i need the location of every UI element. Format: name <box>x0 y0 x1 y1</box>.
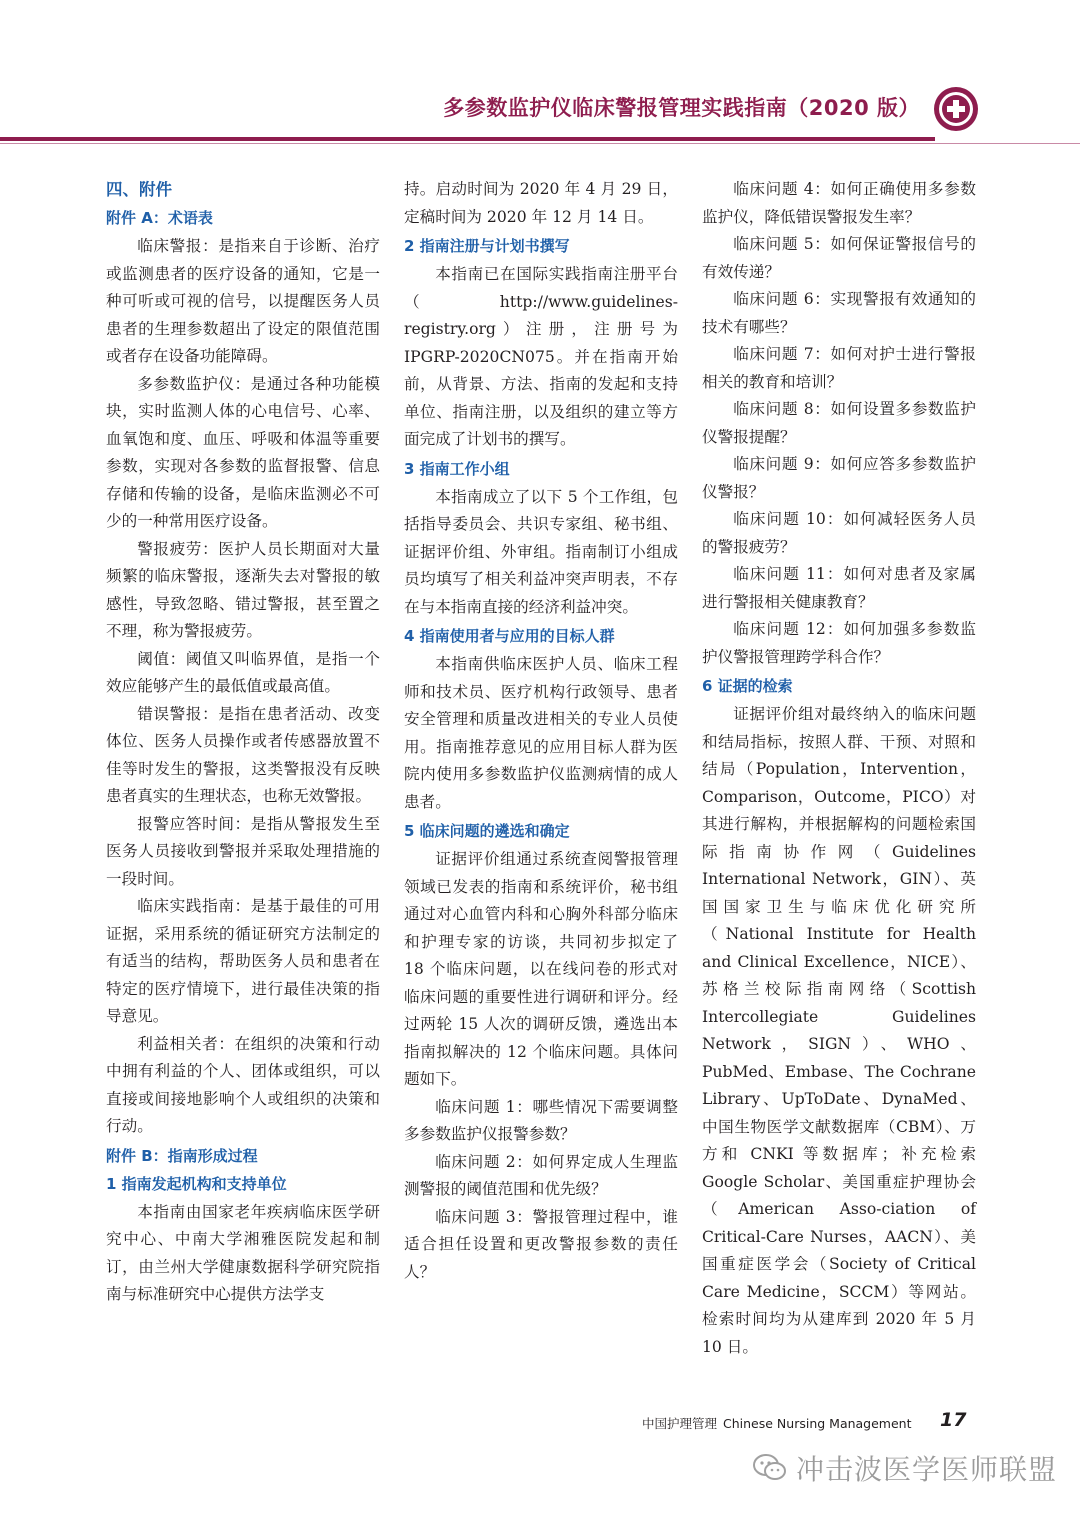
journal-name-en: Chinese Nursing Management <box>723 1416 912 1431</box>
clinical-question: 临床问题 1：哪些情况下需要调整多参数监护仪报警参数？ <box>404 1097 678 1143</box>
clinical-question: 临床问题 3：警报管理过程中，谁适合担任设置和更改警报参数的责任人？ <box>404 1207 678 1281</box>
subsection-heading: 4 指南使用者与应用的目标人群 <box>404 627 615 645</box>
subsection-heading: 2 指南注册与计划书撰写 <box>404 237 570 255</box>
clinical-question: 临床问题 5：如何保证警报信号的有效传递？ <box>702 235 976 281</box>
header-rule <box>0 137 935 141</box>
paragraph: 多参数监护仪：是通过各种功能模块，实时监测人体的心电信号、心率、血氧饱和度、血压、呼吸和体温等重要参数，实现对各参数的监督报警、信息存储和传输的设备，是临床监测必不可少的一种常用医疗设备。 <box>106 374 380 530</box>
annex-b-heading: 附件 B：指南形成过程 <box>106 1146 258 1165</box>
clinical-question: 临床问题 9：如何应答多参数监护仪警报？ <box>702 455 976 501</box>
clinical-question: 临床问题 8：如何设置多参数监护仪警报提醒？ <box>702 400 976 446</box>
paragraph: 本指南成立了以下 5 个工作组，包括指导委员会、共识专家组、秘书组、证据评价组、外审组。指南制订小组成员均填写了相关利益冲突声明表，不存在与本指南直接的经济利益冲突。 <box>404 487 678 616</box>
text-column-2 <box>404 176 678 1286</box>
header-rule-thin <box>0 143 1080 144</box>
watermark-text: 冲击波医学医师联盟 <box>796 1453 1058 1486</box>
journal-logo-icon <box>933 86 979 132</box>
clinical-question: 临床问题 11：如何对患者及家属进行警报相关健康教育？ <box>702 565 976 611</box>
clinical-question: 临床问题 10：如何减轻医务人员的警报疲劳？ <box>702 510 976 556</box>
paragraph: 临床实践指南：是基于最佳的可用证据，采用系统的循证研究方法制定的有适当的结构，帮助医务人员和患者在特定的医疗情境下，进行最佳决策的指导意见。 <box>106 897 380 1025</box>
subsection-heading: 5 临床问题的遴选和确定 <box>404 822 570 840</box>
paragraph: 本指南已在国际实践指南注册平台（http://www.guidelines-registry.org）注册，注册号为 IPGRP-2020CN075。并在指南开始前，从背景、方法、指南的发起和支持单位、指南注册，以及组织的建立等方面完成了计划书的撰写。 <box>404 265 678 448</box>
running-header-title: 多参数监护仪临床警报管理实践指南（2020 版） <box>443 96 920 120</box>
paragraph: 证据评价组对最终纳入的临床问题和结局指标，按照人群、干预、对照和结局（Population，Intervention，Comparison，Outcome，PICO）对其进行解构，并根据解构的问题检索国际指南协作网（Guidelines International Network，GIN）、英国国家卫生与临床优化研究所（National Institute for Health and Clinical Excellence，NICE）、苏格兰校际指南网络（Scottish Intercollegiate Guidelines Network，SIGN）、WHO、PubMed、Embase、The Cochrane Library、UpToDate、DynaMed、中国生物医学文献数据库（CBM）、万方和 CNKI 等数据库；补充检索 Google Scholar、美国重症护理协会（American Asso-ciation of Critical-Care Nurses，AACN）、美国重症医学会（Society of Critical Care Medicine，SCCM）等网站。检索时间均为从建库到 2020 年 5 月 10 日。 <box>702 705 976 1356</box>
subsection-heading: 1 指南发起机构和支持单位 <box>106 1174 287 1193</box>
clinical-question: 临床问题 12：如何加强多参数监护仪警报管理跨学科合作？ <box>702 620 976 666</box>
section-heading: 四、附件 <box>106 180 172 199</box>
paragraph: 阈值：阈值又叫临界值，是指一个效应能够产生的最低值或最高值。 <box>106 649 380 695</box>
wechat-icon <box>752 1453 788 1483</box>
paragraph: 警报疲劳：医护人员长期面对大量频繁的临床警报，逐渐失去对警报的敏感性，导致忽略、错过警报，甚至置之不理，称为警报疲劳。 <box>106 539 380 640</box>
paragraph: 报警应答时间：是指从警报发生至医务人员接收到警报并采取处理措施的一段时间。 <box>106 814 380 888</box>
page-number: 17 <box>940 1409 967 1431</box>
text-column-3 <box>702 176 976 1361</box>
paragraph: 持。启动时间为 2020 年 4 月 29 日，定稿时间为 2020 年 12 月 14 日。 <box>404 180 678 226</box>
journal-name-cn: 中国护理管理 <box>642 1416 718 1431</box>
paragraph: 利益相关者：在组织的决策和行动中拥有利益的个人、团体或组织，可以直接或间接地影响个人或组织的决策和行动。 <box>106 1034 380 1135</box>
clinical-question: 临床问题 4：如何正确使用多参数监护仪，降低错误警报发生率？ <box>702 180 976 226</box>
annex-a-heading: 附件 A：术语表 <box>106 209 213 227</box>
watermark <box>752 1450 1057 1486</box>
subsection-heading: 3 指南工作小组 <box>404 459 510 478</box>
paragraph: 错误警报：是指在患者活动、改变体位、医务人员操作或者传感器放置不佳等时发生的警报，这类警报没有反映患者真实的生理状态，也称无效警报。 <box>106 704 380 805</box>
paragraph: 证据评价组通过系统查阅警报管理领域已发表的指南和系统评价，秘书组通过对心血管内科和心胸外科部分临床和护理专家的访谈，共同初步拟定了 18 个临床问题，以在线问卷的形式对临床问题的重要性进行调研和评分。经过两轮 15 人次的调研反馈，遴选出本指南拟解决的 12 个临床问题。具体问题如下。 <box>404 850 678 1088</box>
paragraph: 临床警报：是指来自于诊断、治疗或监测患者的医疗设备的通知，它是一种可听或可视的信号，以提醒医务人员患者的生理参数超出了设定的限值范围或者存在设备功能障碍。 <box>106 237 380 365</box>
clinical-question: 临床问题 7：如何对护士进行警报相关的教育和培训？ <box>702 345 976 391</box>
clinical-question: 临床问题 2：如何界定成人生理监测警报的阈值范围和优先级？ <box>404 1152 678 1198</box>
paragraph: 本指南由国家老年疾病临床医学研究中心、中南大学湘雅医院发起和制订，由兰州大学健康数据科学研究院指南与标准研究中心提供方法学支 <box>106 1202 380 1303</box>
journal-footer <box>642 1414 912 1432</box>
text-column-1 <box>106 176 380 1309</box>
paragraph: 本指南供临床医护人员、临床工程师和技术员、医疗机构行政领导、患者安全管理和质量改进相关的专业人员使用。指南推荐意见的应用目标人群为医院内使用多参数监护仪监测病情的成人患者。 <box>404 655 678 811</box>
clinical-question: 临床问题 6：实现警报有效通知的技术有哪些？ <box>702 290 976 336</box>
subsection-heading: 6 证据的检索 <box>702 677 793 695</box>
